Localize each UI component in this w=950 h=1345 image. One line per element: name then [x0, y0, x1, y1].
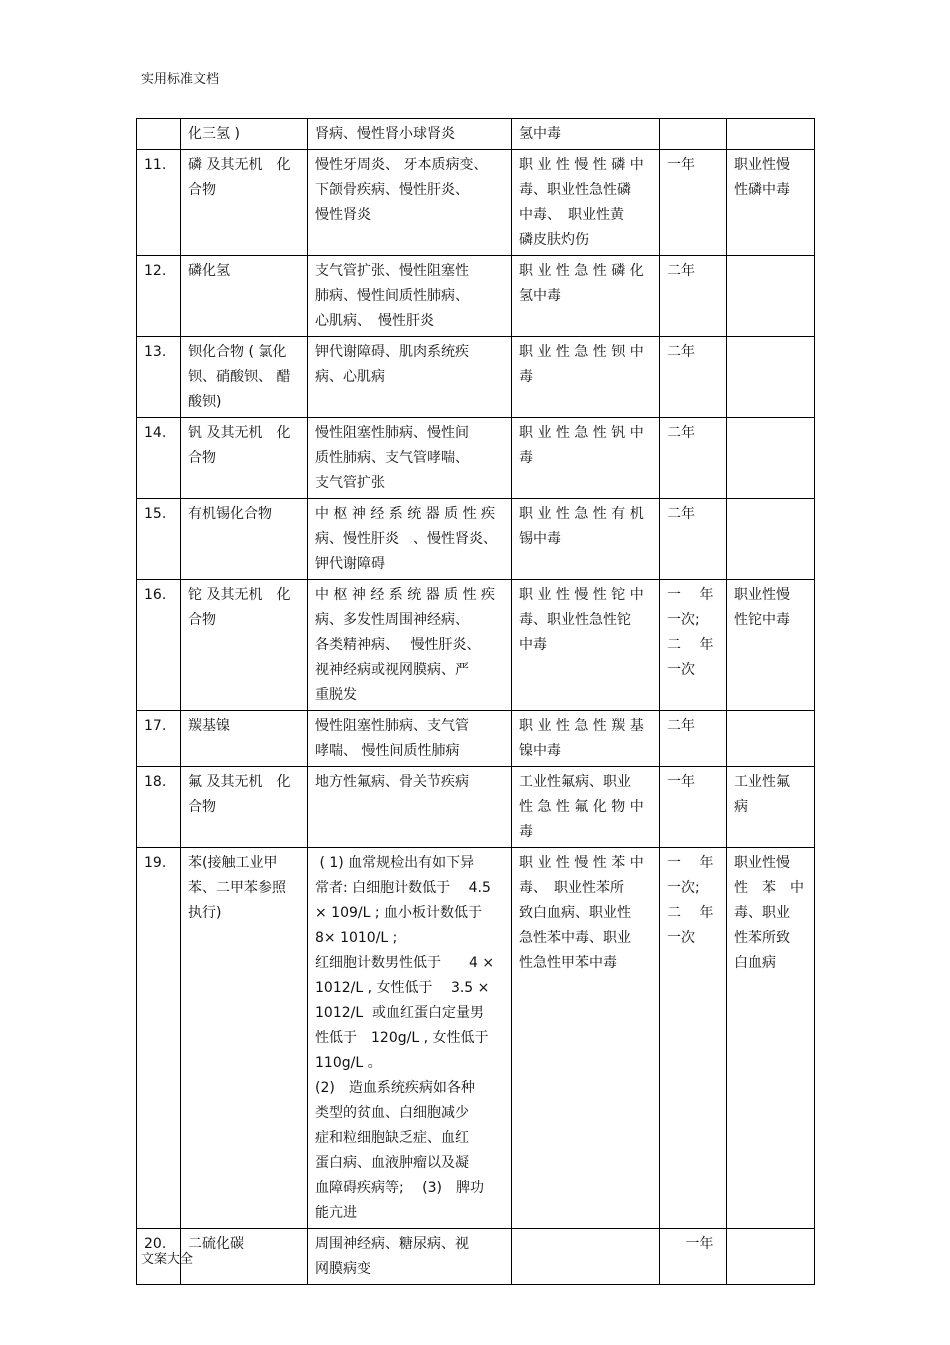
remark-cell — [727, 256, 815, 337]
cell-text-line: 性 苯 中 — [734, 880, 804, 896]
page-header: 实用标准文档 — [141, 72, 220, 87]
cell-text-line: 重脱发 — [315, 687, 357, 703]
cell-text-line: 一次 — [667, 662, 695, 678]
table-row — [137, 150, 815, 256]
cell-text-line: 合物 — [188, 182, 216, 198]
cell-text-line: 支气管扩张 — [315, 475, 385, 491]
cell-text-line: 病、多发性周围神经病、 — [315, 612, 469, 628]
cell-text-line: 慢性肾炎 — [315, 207, 371, 223]
cell-text-line: 各类精神病、 慢性肝炎、 — [315, 637, 481, 653]
remark-cell — [727, 150, 815, 256]
exam-period-cell — [660, 711, 727, 767]
cell-text-line: 职 业 性 慢 性 铊 中 — [519, 587, 644, 603]
cell-text-line: 质性肺病、支气管哮喘、 — [315, 450, 469, 466]
occupational-disease-cell — [512, 499, 660, 580]
contraindication-cell — [308, 848, 512, 1229]
cell-text-line: 钒 及其无机 化 — [188, 425, 291, 441]
contraindication-cell — [308, 711, 512, 767]
cell-text-line: 职 业 性 慢 性 苯 中 — [519, 855, 644, 871]
contraindication-cell — [308, 767, 512, 848]
cell-text-line: 下颌骨疾病、慢性肝炎、 — [315, 182, 469, 198]
cell-text-line: 性苯所致 — [734, 930, 790, 946]
row-number: 11. — [144, 157, 167, 173]
cell-text-line: 性磷中毒 — [734, 182, 790, 198]
cell-text-line: × 109/L ; 血小板计数低于 — [315, 905, 483, 921]
contraindication-cell — [308, 150, 512, 256]
row-number: 20. — [144, 1236, 167, 1252]
occupational-disease-cell — [512, 119, 660, 150]
cell-text-line: 钡、硝酸钡、 醋 — [188, 369, 291, 385]
cell-text-line: 氟 及其无机 化 — [188, 774, 291, 790]
row-number: 17. — [144, 718, 167, 734]
cell-text-line: 网膜病变 — [315, 1261, 371, 1277]
cell-text-line: 钾代谢障碍 — [315, 556, 385, 572]
occupational-disease-cell — [512, 150, 660, 256]
cell-text-line: 镍中毒 — [519, 743, 561, 759]
exam-period-cell — [660, 150, 727, 256]
occupational-disease-cell — [512, 337, 660, 418]
cell-text-line: 二年 — [667, 344, 695, 360]
cell-text-line: 毒、职业性急性磷 — [519, 182, 631, 198]
row-number-cell — [137, 150, 181, 256]
cell-text-line: 1012/L , 女性低于 3.5 × — [315, 980, 490, 996]
cell-text-line: (2) 造血系统疾病如各种 — [315, 1080, 475, 1096]
cell-text-line: 蛋白病、血液肿瘤以及凝 — [315, 1155, 469, 1171]
cell-text-line: 性 急 性 氟 化 物 中 — [519, 799, 644, 815]
cell-text-line: 中 枢 神 经 系 统 器 质 性 疾 — [315, 506, 496, 522]
row-number: 18. — [144, 774, 167, 790]
cell-text-line: 毒 — [519, 450, 533, 466]
exam-period-cell — [660, 119, 727, 150]
occupational-disease-cell — [512, 418, 660, 499]
cell-text-line: 慢性阻塞性肺病、支气管 — [315, 718, 469, 734]
exam-period-cell — [660, 499, 727, 580]
row-number-cell — [137, 418, 181, 499]
contraindication-cell — [308, 418, 512, 499]
row-number-cell — [137, 711, 181, 767]
cell-text-line: 苯(接触工业甲 — [188, 855, 278, 871]
exam-period-cell — [660, 256, 727, 337]
contraindication-cell — [308, 119, 512, 150]
cell-text-line: 磷皮肤灼伤 — [519, 232, 589, 248]
cell-text-line: 一次; — [667, 880, 700, 896]
hazard-name-cell — [181, 767, 308, 848]
cell-text-line: 肺病、慢性间质性肺病、 — [315, 288, 469, 304]
cell-text-line: 哮喘、 慢性间质性肺病 — [315, 743, 460, 759]
remark-cell — [727, 848, 815, 1229]
table-row — [137, 499, 815, 580]
hazard-name-cell — [181, 418, 308, 499]
cell-text-line: 毒、职业 — [734, 905, 790, 921]
table-row — [137, 580, 815, 711]
cell-text-line: 职 业 性 慢 性 磷 中 — [519, 157, 644, 173]
remark-cell — [727, 580, 815, 711]
cell-text-line: 钡化合物 ( 氯化 — [188, 344, 287, 360]
cell-text-line: 致白血病、职业性 — [519, 905, 631, 921]
hazard-name-cell — [181, 711, 308, 767]
cell-text-line: 8× 1010/L ; — [315, 930, 398, 946]
exam-period-cell — [660, 767, 727, 848]
row-number-cell — [137, 256, 181, 337]
remark-cell — [727, 499, 815, 580]
hazard-name-cell — [181, 499, 308, 580]
row-number: 16. — [144, 587, 167, 603]
cell-text-line: 职 业 性 急 性 钡 中 — [519, 344, 644, 360]
cell-text-line: 急性苯中毒、职业 — [519, 930, 631, 946]
cell-text-line: 磷 及其无机 化 — [188, 157, 291, 173]
cell-text-line: 血障碍疾病等; (3) 脾功 — [315, 1180, 484, 1196]
contraindication-cell — [308, 256, 512, 337]
contraindication-cell — [308, 580, 512, 711]
cell-text-line: 合物 — [188, 612, 216, 628]
table-row — [137, 119, 815, 150]
cell-text-line: 慢性阻塞性肺病、慢性间 — [315, 425, 469, 441]
cell-text-line: 视神经病或视网膜病、严 — [315, 662, 469, 678]
row-number-cell — [137, 848, 181, 1229]
cell-text-line: 二 年 — [667, 637, 714, 653]
cell-text-line: 合物 — [188, 799, 216, 815]
occupational-disease-cell — [512, 767, 660, 848]
exam-period-cell — [660, 1229, 727, 1285]
cell-text-line: 一年 — [667, 774, 695, 790]
row-number-cell — [137, 337, 181, 418]
cell-text-line: 肾病、慢性肾小球肾炎 — [315, 126, 455, 142]
table-row — [137, 256, 815, 337]
cell-text-line: 职业性慢 — [734, 157, 790, 173]
contraindication-cell — [308, 499, 512, 580]
cell-text-line: 中毒 — [519, 637, 547, 653]
row-number: 14. — [144, 425, 167, 441]
standards-table — [136, 118, 815, 1285]
cell-text-line: 一次; — [667, 612, 700, 628]
occupational-disease-cell — [512, 580, 660, 711]
cell-text-line: 性急性甲苯中毒 — [519, 955, 617, 971]
remark-cell — [727, 767, 815, 848]
cell-text-line: 红细胞计数男性低于 4 × — [315, 955, 495, 971]
cell-text-line: 苯、二甲苯参照 — [188, 880, 286, 896]
exam-period-cell — [660, 848, 727, 1229]
cell-text-line: 二硫化碳 — [188, 1236, 244, 1252]
cell-text-line: 能亢进 — [315, 1205, 357, 1221]
cell-text-line: 病、心肌病 — [315, 369, 385, 385]
occupational-disease-cell — [512, 848, 660, 1229]
cell-text-line: 二年 — [667, 263, 695, 279]
cell-text-line: 白血病 — [734, 955, 776, 971]
row-number: 13. — [144, 344, 167, 360]
cell-text-line: 二年 — [667, 506, 695, 522]
cell-text-line: 工业性氟病、职业 — [519, 774, 631, 790]
exam-period-cell — [660, 337, 727, 418]
cell-text-line: 支气管扩张、慢性阻塞性 — [315, 263, 469, 279]
cell-text-line: 执行) — [188, 905, 222, 921]
cell-text-line: 性低于 120g/L , 女性低于 — [315, 1030, 489, 1046]
hazard-name-cell — [181, 119, 308, 150]
exam-period-cell — [660, 580, 727, 711]
cell-text-line: 锡中毒 — [519, 531, 561, 547]
cell-text-line: 一年 — [667, 1236, 714, 1252]
cell-text-line: 毒 — [519, 824, 533, 840]
row-number-cell — [137, 119, 181, 150]
cell-text-line: 职业性慢 — [734, 855, 790, 871]
cell-text-line: 病、慢性肝炎 、慢性肾炎、 — [315, 531, 497, 547]
cell-text-line: 毒、职业性急性铊 — [519, 612, 631, 628]
cell-text-line: 职 业 性 急 性 有 机 — [519, 506, 644, 522]
cell-text-line: 中 枢 神 经 系 统 器 质 性 疾 — [315, 587, 496, 603]
cell-text-line: 慢性牙周炎、 牙本质病变、 — [315, 157, 488, 173]
cell-text-line: 二年 — [667, 425, 695, 441]
row-number-cell — [137, 580, 181, 711]
remark-cell — [727, 418, 815, 499]
cell-text-line: 钾代谢障碍、肌肉系统疾 — [315, 344, 469, 360]
hazard-name-cell — [181, 256, 308, 337]
occupational-disease-cell — [512, 1229, 660, 1285]
cell-text-line: 二年 — [667, 718, 695, 734]
occupational-disease-cell — [512, 711, 660, 767]
cell-text-line: 一年 — [667, 157, 695, 173]
cell-text-line: 一 年 — [667, 855, 714, 871]
remark-cell — [727, 337, 815, 418]
cell-text-line: 羰基镍 — [188, 718, 230, 734]
cell-text-line: 合物 — [188, 450, 216, 466]
table-body — [137, 119, 815, 1285]
cell-text-line: 一 年 — [667, 587, 714, 603]
table-row — [137, 767, 815, 848]
cell-text-line: 心肌病、 慢性肝炎 — [315, 313, 434, 329]
table-row — [137, 337, 815, 418]
cell-text-line: 有机锡化合物 — [188, 506, 272, 522]
cell-text-line: 病 — [734, 799, 748, 815]
cell-text-line: 职 业 性 急 性 钒 中 — [519, 425, 644, 441]
cell-text-line: 氢中毒 — [519, 126, 561, 142]
hazard-name-cell — [181, 1229, 308, 1285]
cell-text-line: 毒、 职业性苯所 — [519, 880, 624, 896]
table-row — [137, 848, 815, 1229]
table-row — [137, 711, 815, 767]
cell-text-line: 工业性氟 — [734, 774, 790, 790]
cell-text-line: 地方性氟病、骨关节疾病 — [315, 774, 469, 790]
cell-text-line: 110g/L 。 — [315, 1055, 382, 1071]
cell-text-line: 氢中毒 — [519, 288, 561, 304]
remark-cell — [727, 711, 815, 767]
cell-text-line: 职业性慢 — [734, 587, 790, 603]
row-number: 12. — [144, 263, 167, 279]
cell-text-line: 职 业 性 急 性 磷 化 — [519, 263, 644, 279]
hazard-name-cell — [181, 580, 308, 711]
hazard-name-cell — [181, 337, 308, 418]
cell-text-line: 铊 及其无机 化 — [188, 587, 291, 603]
cell-text-line: 1012/L 或血红蛋白定量男 — [315, 1005, 485, 1021]
remark-cell — [727, 119, 815, 150]
cell-text-line: 磷化氢 — [188, 263, 230, 279]
cell-text-line: 酸钡) — [188, 394, 222, 410]
cell-text-line: 性铊中毒 — [734, 612, 790, 628]
table-row — [137, 418, 815, 499]
hazard-name-cell — [181, 150, 308, 256]
contraindication-cell — [308, 337, 512, 418]
cell-text-line: 职 业 性 急 性 羰 基 — [519, 718, 644, 734]
cell-text-line: ( 1) 血常规检出有如下异 — [315, 855, 475, 871]
page-footer: 文案大全 — [141, 1252, 194, 1267]
cell-text-line: 毒 — [519, 369, 533, 385]
cell-text-line: 中毒、 职业性黄 — [519, 207, 624, 223]
cell-text-line: 二 年 — [667, 905, 714, 921]
cell-text-line: 常者: 白细胞计数低于 4.5 — [315, 880, 491, 896]
row-number-cell — [137, 767, 181, 848]
row-number: 15. — [144, 506, 167, 522]
cell-text-line: 化三氢 ) — [188, 126, 240, 142]
row-number: 19. — [144, 855, 167, 871]
row-number-cell — [137, 499, 181, 580]
hazard-name-cell — [181, 848, 308, 1229]
cell-text-line: 类型的贫血、白细胞减少 — [315, 1105, 469, 1121]
contraindication-cell — [308, 1229, 512, 1285]
cell-text-line: 一次 — [667, 930, 695, 946]
cell-text-line: 周围神经病、糖尿病、视 — [315, 1236, 469, 1252]
cell-text-line: 症和粒细胞缺乏症、血红 — [315, 1130, 469, 1146]
table-row — [137, 1229, 815, 1285]
remark-cell — [727, 1229, 815, 1285]
occupational-disease-cell — [512, 256, 660, 337]
exam-period-cell — [660, 418, 727, 499]
